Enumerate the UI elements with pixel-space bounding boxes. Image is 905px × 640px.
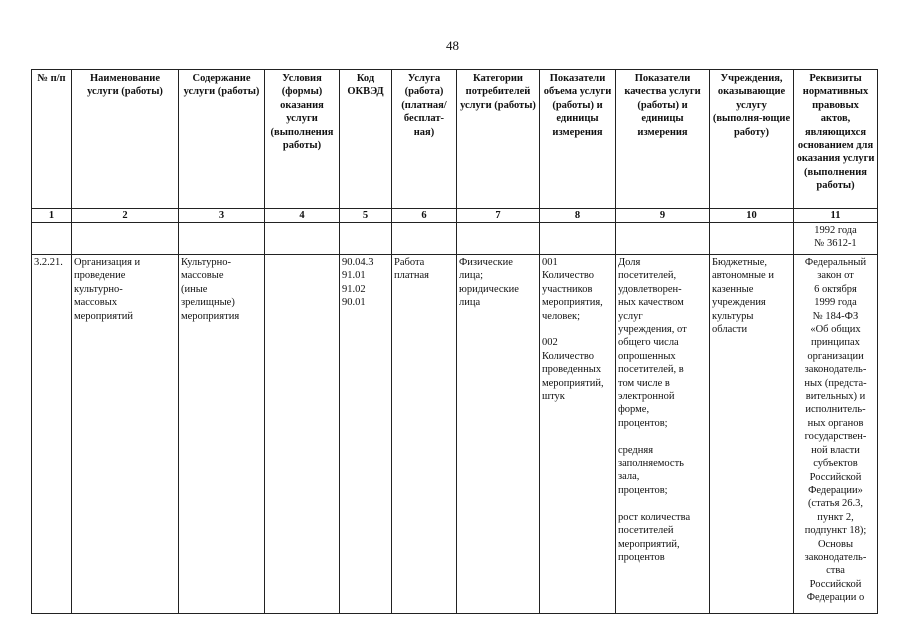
empty-cell [265,223,340,255]
header-cell: Код ОКВЭД [340,70,392,209]
service-row [32,255,878,614]
empty-cell [616,223,710,255]
paid-status: Работа платная [392,255,457,614]
column-number: 6 [392,209,457,223]
column-number: 9 [616,209,710,223]
quality-indicator: средняя заполняемость зала, процентов; [618,444,684,496]
page-number: 48 [446,38,459,53]
header-cell: Содержание услуги (работы) [179,70,265,209]
legal-continuation: 1992 года № 3612-1 [794,223,878,255]
empty-cell [540,223,616,255]
header-cell: Категории потребителей услуги (работы) [457,70,540,209]
consumer-legal-entities: юридические лица [459,283,519,309]
column-number: 7 [457,209,540,223]
empty-cell [710,223,794,255]
services-register-table [31,69,878,614]
continuation-row [32,223,878,255]
legal-acts: Федеральный закон от 6 октября 1999 года № 184-ФЗ «Об общих принципах организации законодатель- ных (предста- вительных) и исполнитель- ных органов государствен- ной власти субъектов Российской Федерации» (статья 26.3, пункт 2, подпункт 18); Основы законодатель- ства Российской Федерации о [794,255,878,614]
okved-codes: 90.04.3 91.01 91.02 90.01 [340,255,392,614]
header-cell: Учреждения, оказывающие услугу (выполня-ющие работу) [710,70,794,209]
quality-indicator: Доля посетителей, удовлетворен- ных качеством услуг учреждения, от общего числа опрошенных посетителей, в том числе в электронной форме, процентов; [618,257,687,429]
empty-cell [392,223,457,255]
volume-indicator: 001 Количество участников мероприятия, человек; [542,257,603,322]
column-number: 10 [710,209,794,223]
consumer-categories [457,255,540,614]
consumer-individuals: Физические лица; [459,257,513,282]
quality-indicators [616,255,710,614]
header-row [32,70,878,209]
column-number-row [32,209,878,223]
header-cell: Реквизиты нормативных правовых актов, являющихся основанием для оказания услуги (выполнения работы) [794,70,878,209]
header-cell: Показатели качества услуги (работы) и единицы измерения [616,70,710,209]
header-cell: Услуга (работа) (платная/ бесплат-ная) [392,70,457,209]
header-cell: Наименование услуги (работы) [72,70,179,209]
column-number: 3 [179,209,265,223]
service-content: Культурно- массовые (иные зрелищные) мероприятия [179,255,265,614]
column-number: 2 [72,209,179,223]
row-number: 3.2.21. [32,255,72,614]
volume-indicators [540,255,616,614]
empty-cell [179,223,265,255]
header-cell: Условия (формы) оказания услуги (выполнения работы) [265,70,340,209]
quality-indicator: рост количества посетителей мероприятий, процентов [618,511,691,563]
column-number: 4 [265,209,340,223]
empty-cell [32,223,72,255]
header-cell: № п/п [32,70,72,209]
volume-indicator: 002 Количество проведенных мероприятий, штук [542,337,604,403]
column-number: 8 [540,209,616,223]
institutions: Бюджетные, автономные и казенные учреждения культуры области [710,255,794,614]
service-conditions [265,255,340,614]
empty-cell [340,223,392,255]
column-number: 1 [32,209,72,223]
header-cell: Показатели объема услуги (работы) и единицы измерения [540,70,616,209]
empty-cell [457,223,540,255]
column-number: 5 [340,209,392,223]
column-number: 11 [794,209,878,223]
service-name: Организация и проведение культурно- массовых мероприятий [72,255,179,614]
empty-cell [72,223,179,255]
